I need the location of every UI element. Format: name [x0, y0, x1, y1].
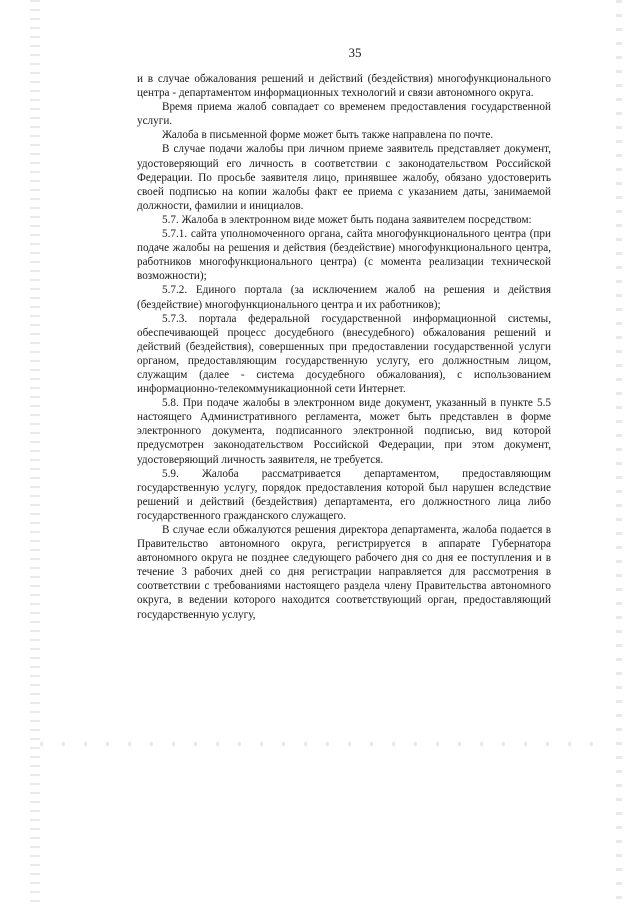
paragraph: 5.7. Жалоба в электронном виде может быть подана заявителем посредством: [162, 213, 532, 226]
paragraph: Жалоба в письменной форме может быть также направлена по почте. [162, 129, 494, 142]
paragraph: 5.7.2. Единого портала (за исключением жалоб на решения и действия (бездействие) многофункционального центра и их работников); [137, 284, 551, 311]
paragraph: и в случае обжалования решений и действий (бездействия) многофункционального центра - департаментом информационных технологий и связи автономного округа. [137, 73, 551, 100]
paragraph: В случае подачи жалобы при личном приеме заявитель представляет документ, удостоверяющий его личность в соответствии с законодательством Российской Федерации. По просьбе заявителя лицо, принявшее жалобу, обязано удостоверить своей подписью на копии жалобы факт ее приема с указанием даты, занимаемой должности, фамилии и инициалов. [137, 143, 551, 212]
paragraph: 5.8. При подаче жалобы в электронном виде документ, указанный в пункте 5.5 настоящего Административного регламента, может быть представлен в форме электронного документа, подписанного электронной подписью, вид которой предусмотрен законодательством Российской Федерации, при этом документ, удостоверяющий личность заявителя, не требуется. [137, 397, 551, 466]
page-number: 35 [348, 45, 362, 60]
paragraph: 5.7.3. портала федеральной государственной информационной системы, обеспечивающей процесс досудебного (внесудебного) обжалования решений и действий (бездействия), совершенных при предоставлении государственной услуги органом, предоставляющим государственную услугу, его должностным лицом, служащим (далее - система досудебного обжалования), с использованием информационно-телекоммуникационной сети Интернет. [137, 312, 551, 396]
scan-edge-left [30, 0, 40, 905]
paragraph: В случае если обжалуются решения директора департамента, жалоба подается в Правительство автономного округа, регистрируется в аппарате Губернатора автономного округа не позднее следующего рабочего дня со дня ее поступления и в течение 3 рабочих дней со дня регистрации направляется для рассмотрения в соответствии с требованиями настоящего раздела члену Правительства автономного округа, в ведении которого находится соответствующий орган, предоставляющий государственную услугу, [137, 524, 551, 621]
paragraph: 5.9. Жалоба рассматривается департаментом, предоставляющим государственную услугу, порядок предоставления которой был нарушен вследствие решений и действий (бездействия) департамента, его должностного лица либо государственного гражданского служащего. [137, 467, 551, 522]
document-body [137, 72, 551, 622]
paragraph: 5.7.1. сайта уполномоченного органа, сайта многофункционального центра (при подаче жалобы на решения и действия (бездействие) многофункционального центра, работников многофункционального центра) (с момента реализации технической возможности); [137, 228, 551, 283]
paragraph: Время приема жалоб совпадает со временем предоставления государственной услуги. [137, 101, 551, 128]
scan-artifact-bottom [40, 742, 600, 746]
scan-edge-right [616, 0, 622, 905]
